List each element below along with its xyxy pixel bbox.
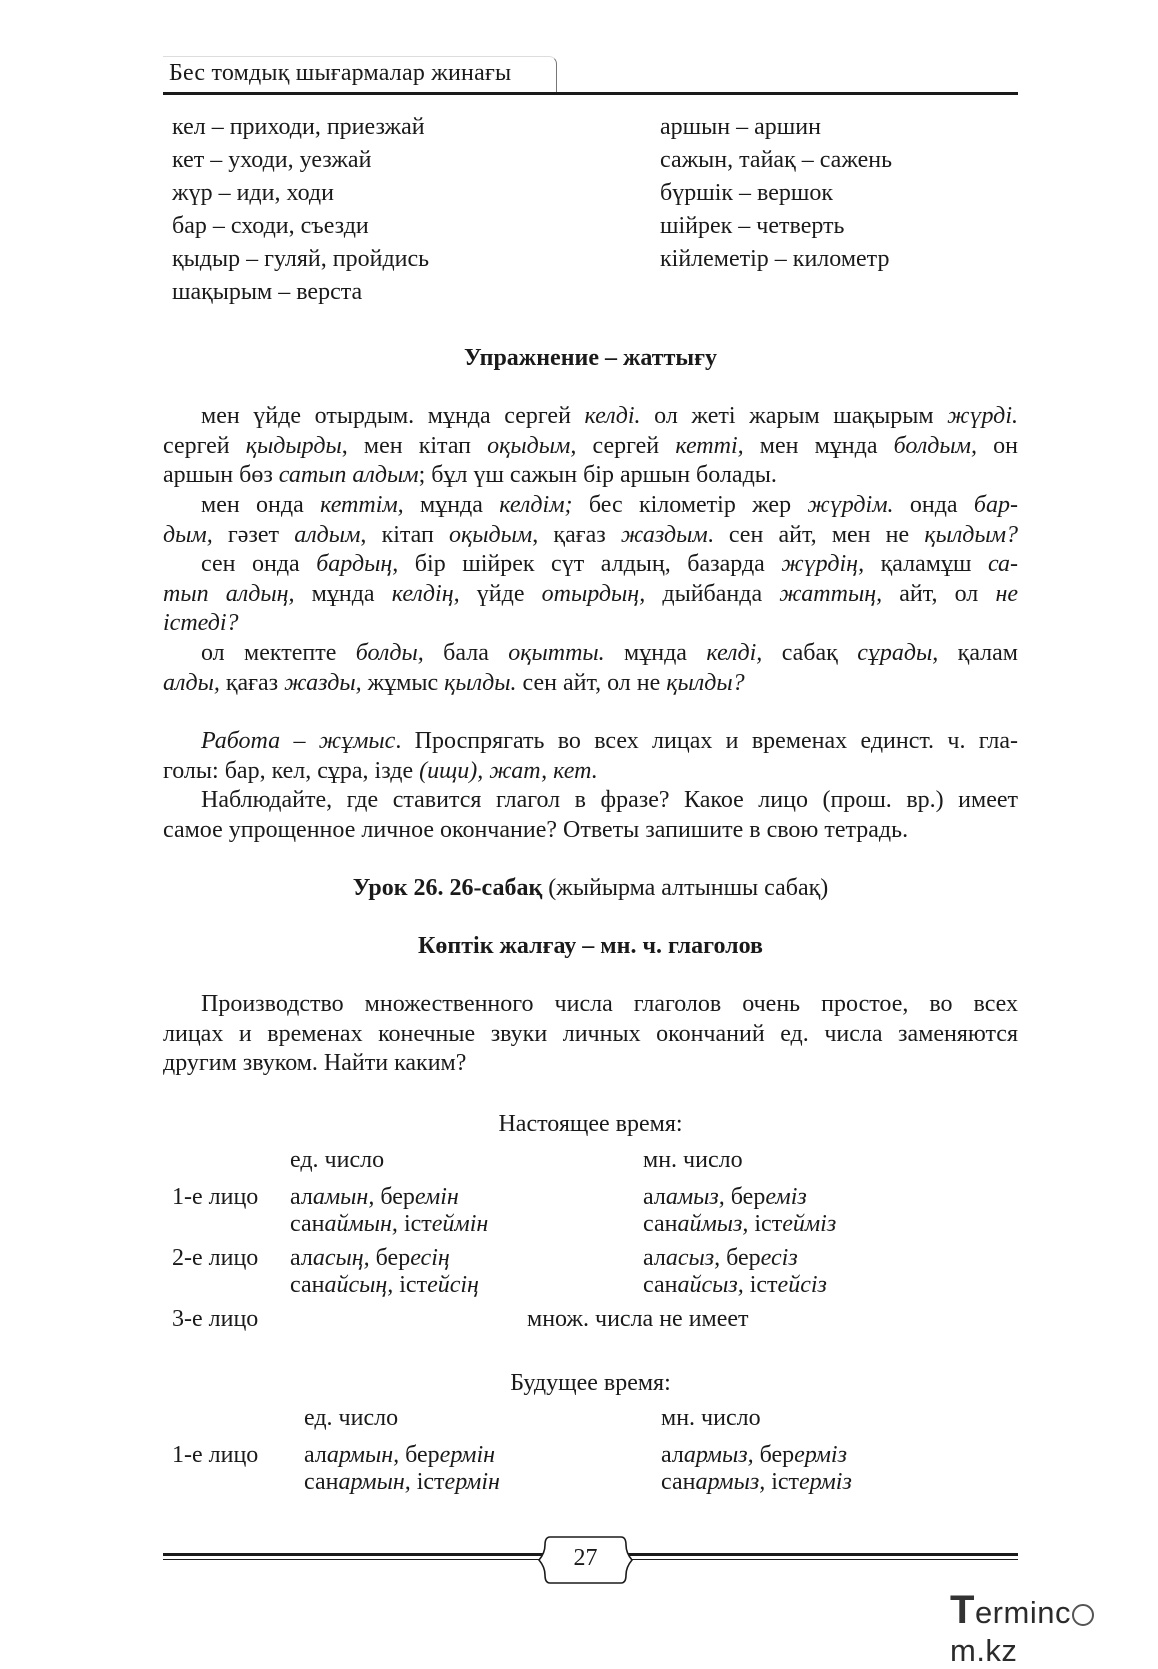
form-singular: санайсың, істейсің [290,1272,479,1298]
form-plural: аласыз, бересіз [643,1245,798,1271]
vocab-item: шақырым – верста [172,279,363,305]
footer-rule-right-thin [624,1559,1018,1560]
person-label: 1-е лицо [172,1184,259,1210]
vocab-item: кет – уходи, уезжай [172,147,372,173]
section-title: Көптік жалғау – мн. ч. глаголов [418,933,763,959]
watermark-logo: Termincm.kz [950,1588,1158,1669]
form-singular: алармын, берермін [304,1442,496,1468]
vocab-item: қыдыр – гуляй, пройдись [172,246,430,272]
column-singular: ед. число [290,1147,385,1173]
vocab-item: бүршік – вершок [660,180,834,206]
form-plural: аламыз, береміз [643,1184,807,1210]
vocab-item: бар – сходи, съезди [172,213,369,239]
vocab-item: кійлеметір – километр [660,246,890,272]
person-label: 2-е лицо [172,1245,259,1271]
person-label: 1-е лицо [172,1442,259,1468]
header-title: Бес томдық шығармалар жинағы [169,60,512,86]
vocab-item: аршын – аршин [660,114,821,140]
vocab-item: шійрек – четверть [660,213,845,239]
present-tense-title: Настоящее время: [498,1111,683,1137]
footer-rule-left [163,1553,548,1556]
page-number: 27 [573,1545,598,1571]
form-plural: алармыз, берерміз [661,1442,847,1468]
page-number-frame [538,1535,633,1585]
form-plural: санармыз, істерміз [661,1469,852,1495]
lesson-title: Урок 26. 26-сабақ (жыйырма алтыншы сабақ) [352,875,829,901]
running-header [163,56,1018,94]
exercise-paragraph-2: мен онда кеттім, мұнда келдім; бес кілометір жер жүрдім. онда бар- дым, гәзет алдым, кітап оқыдым, қағаз жаздым. сен айт, мен не қылдым? [163,492,1019,548]
work-paragraph: Работа – жұмыс. Проспрягать во всех лицах и временах единст. ч. гла- голы: бар, кел, сұра, ізде (ищи), жат, кет. Наблюдайте, где ставится глагол в фразе? Какое лицо (прош. вр.) имеет самое упрощенное личное окончание? Ответы запишите в свою тетрадь. [163,728,1019,843]
person-label: 3-е лицо [172,1306,259,1332]
footer-rule-right [624,1553,1018,1556]
exercise-title: Упражнение – жаттығу [463,345,717,371]
exercise-paragraph-3: сен онда бардың, бір шійрек сүт алдың, базарда жүрдің, қаламұш са- тып алдың, мұнда келдің, үйде отырдың, дыйбанда жаттың, айт, ол не істеді? [163,551,1019,636]
form-singular: аласың, бересің [290,1245,450,1271]
form-singular: санармын, істермін [304,1469,500,1495]
vocab-item: сажын, тайақ – сажень [660,147,893,173]
form-singular: санаймын, істеймін [290,1211,489,1237]
exercise-paragraph-1: мен үйде отырдым. мұнда сергей келді. ол жеті жарым шақырым жүрді. сергей қыдырды, мен кітап оқыдым, сергей кетті, мен мұнда болдым, он аршын бөз сатып алдым; бұл үш сажын бір аршын болады. [163,403,1018,488]
column-plural: мн. число [661,1405,761,1431]
form-singular: аламын, беремін [290,1184,459,1210]
vocab-item: кел – приходи, приезжай [172,114,425,140]
exercise-paragraph-4: ол мектепте болды, бала оқытты. мұнда келді, сабақ сұрады, қалам алды, қағаз жазды, жұмыс қылды. сен айт, ол не қылды? [163,640,1018,696]
header-rule [163,92,1018,95]
third-person-note: множ. числа не имеет [527,1306,749,1332]
form-plural: санайсыз, істейсіз [643,1272,827,1298]
future-tense-title: Будущее время: [510,1370,671,1396]
column-plural: мн. число [643,1147,743,1173]
form-plural: санаймыз, істейміз [643,1211,837,1237]
footer-rule-left-thin [163,1559,548,1560]
intro-paragraph: Производство множественного числа глаголов очень простое, во всех лицах и временах конечные звуки личных окончаний ед. числа заменяются другим звуком. Найти каким? [163,991,1018,1076]
column-singular: ед. число [304,1405,399,1431]
vocab-item: жүр – иди, ходи [172,180,334,206]
magnifier-icon [1072,1604,1094,1626]
